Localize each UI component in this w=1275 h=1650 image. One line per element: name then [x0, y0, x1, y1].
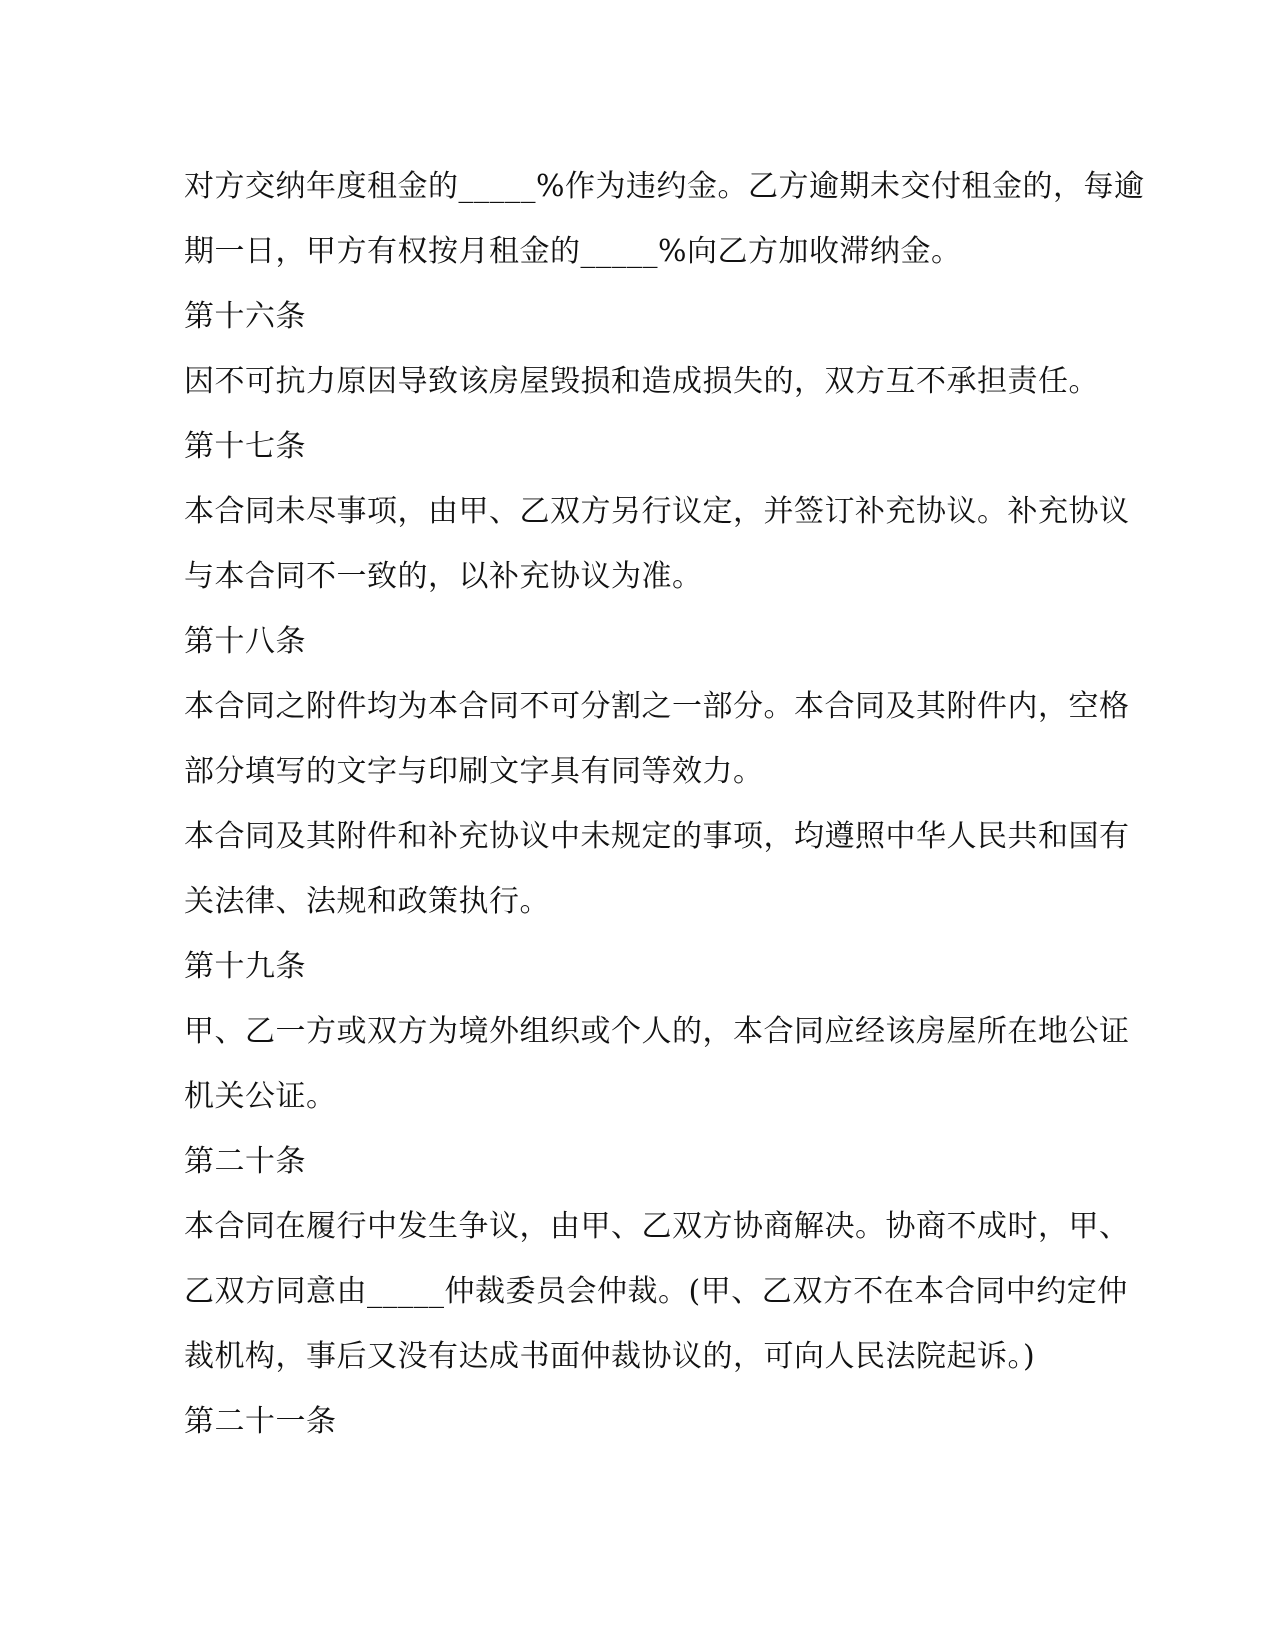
body-line: 与本合同不一致的，以补充协议为准。 [184, 559, 703, 594]
body-line: 甲、乙一方或双方为境外组织或个人的，本合同应经该房屋所在地公证 [184, 1014, 1130, 1049]
document-body [184, 154, 1145, 1454]
body-line: 期一日，甲方有权按月租金的_____%向乙方加收滞纳金。 [184, 234, 962, 269]
article-heading: 第二十一条 [184, 1404, 337, 1439]
body-line: 本合同在履行中发生争议，由甲、乙双方协商解决。协商不成时，甲、 [184, 1209, 1130, 1244]
article-heading: 第十七条 [184, 429, 306, 464]
article-heading: 第十八条 [184, 624, 306, 659]
article-heading: 第二十条 [184, 1144, 306, 1179]
body-line: 本合同未尽事项，由甲、乙双方另行议定，并签订补充协议。补充协议 [184, 494, 1130, 529]
body-line: 本合同之附件均为本合同不可分割之一部分。本合同及其附件内，空格 [184, 689, 1130, 724]
body-line: 对方交纳年度租金的_____%作为违约金。乙方逾期未交付租金的，每逾 [184, 169, 1145, 204]
body-line: 部分填写的文字与印刷文字具有同等效力。 [184, 754, 764, 789]
body-line: 乙双方同意由_____仲裁委员会仲裁。(甲、乙双方不在本合同中约定仲 [184, 1274, 1128, 1309]
body-line: 裁机构，事后又没有达成书面仲裁协议的，可向人民法院起诉。) [184, 1339, 1036, 1374]
body-line: 因不可抗力原因导致该房屋毁损和造成损失的，双方互不承担责任。 [184, 364, 1099, 399]
article-heading: 第十六条 [184, 299, 306, 334]
body-line: 机关公证。 [184, 1079, 337, 1114]
body-line: 关法律、法规和政策执行。 [184, 884, 550, 919]
article-heading: 第十九条 [184, 949, 306, 984]
body-line: 本合同及其附件和补充协议中未规定的事项，均遵照中华人民共和国有 [184, 819, 1130, 854]
